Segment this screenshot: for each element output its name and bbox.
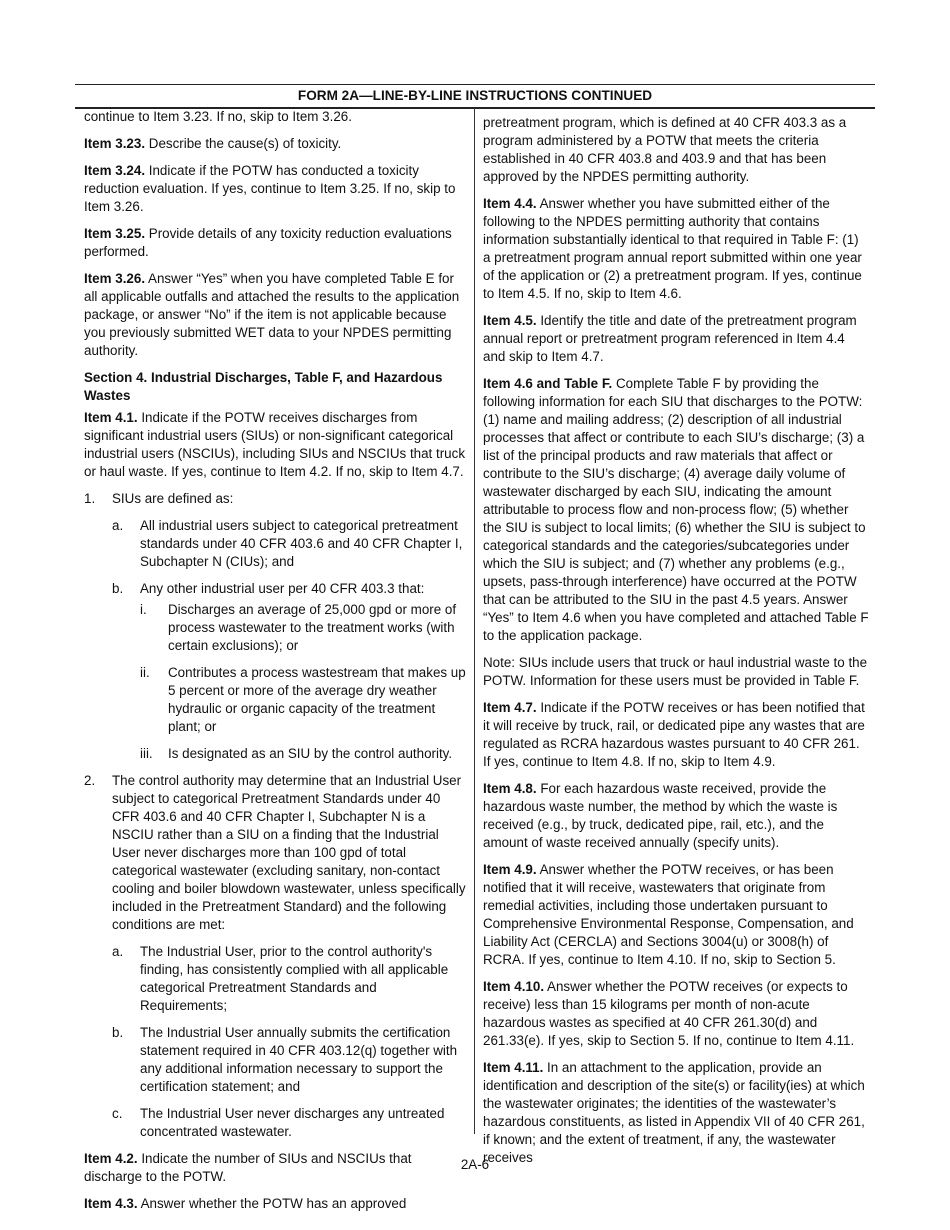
item-label: Item 4.10. [483,979,545,994]
item-4-10 [483,978,869,1050]
list-number: 1. [84,491,96,506]
list-item-2a [112,943,466,1015]
list-item-1 [84,490,466,508]
left-column [84,108,466,1222]
item-3-26 [84,270,466,360]
item-label: Item 4.5. [483,313,537,328]
item-3-25 [84,225,466,261]
item-label: Item 4.1. [84,410,138,425]
item-label: Item 4.4. [483,196,537,211]
list-number: c. [112,1106,123,1121]
list-text: The Industrial User never discharges any untreated concentrated wastewater. [140,1106,445,1139]
item-label: Item 4.3. [84,1196,138,1211]
siu-note: Note: SIUs include users that truck or haul industrial waste to the POTW. Information for these users must be provided in Table F. [483,655,868,688]
item-label: Item 4.8. [483,781,537,796]
item-4-1 [84,409,466,481]
list-number: b. [112,1025,124,1040]
item-text: Complete Table F by providing the following information for each SIU that discharges to the POTW: (1) name and mailing address; (2) description of all industrial processes that affect or contribute to each SIU’s discharge; (3) a list of the principal products and raw materials that affect or contribute to the SIU’s discharge; (4) average daily volume of wastewater discharged by each SIU, indicating the amount attributable to process flow and non-process flow; (5) whether the SIU is subject to local limits; (6) whether the SIU is subject to categorical standards and the categories/subcategories under which the SIU is subject; and (7) whether any problems (e.g., upsets, pass-through interference) have occurred at the POTW that can be attributed to the SIU in the past 4.5 years. Answer “Yes” to Item 4.6 when you have completed and attached Table F to the application package. [483,376,869,643]
item-3-23 [84,135,466,153]
item-4-4 [483,195,869,303]
section-4-heading: Section 4. Industrial Discharges, Table F, and Hazardous Wastes [84,370,443,403]
list-text: SIUs are defined as: [112,491,234,506]
item-text: Indicate if the POTW receives or has been notified that it will receive by truck, rail, or dedicated pipe any wastes that are regulated as RCRA hazardous wastes pursuant to 40 CFR 261. If yes, continue to Item 4.8. If no, skip to Item 4.9. [483,700,865,769]
item-text: Answer “Yes” when you have completed Table E for all applicable outfalls and attached the results to the application package, or answer “No” if the item is not applicable because you previously submitted WET data to your NPDES permitting authority. [84,271,460,358]
list-text: Any other industrial user per 40 CFR 403.3 that: [140,581,425,596]
list-number: ii. [140,665,150,680]
list-number: a. [112,518,124,533]
list-text: Is designated as an SIU by the control authority. [168,746,453,761]
item-text: Answer whether you have submitted either of the following to the NPDES permitting authority that contains information substantially identical to that required in Table F: (1) a pretreatment program annual report submitted within one year of the application or (2) a pretreatment program. If yes, continue to Item 4.5. If no, skip to Item 4.6. [483,196,862,301]
item-text: Indicate the number of SIUs and NSCIUs that discharge to the POTW. [84,1151,412,1184]
continuation-paragraph: continue to Item 3.23. If no, skip to Item 3.26. [84,109,352,124]
list-text: The control authority may determine that an Industrial User subject to categorical Pretreatment Standards under 40 CFR 403.6 and 40 CFR Chapter I, Subchapter N is a NSCIU rather than a SIU on a finding that the Industrial User never discharges more than 100 gpd of total categorical wastewater (excluding sanitary, non-contact cooling and boiler blowdown wastewater, unless specifically included in the Pretreatment Standard) and the following conditions are met: [112,773,466,932]
item-text: Answer whether the POTW has an approved [137,1196,407,1211]
item-4-3 [84,1195,466,1213]
list-item-1b-ii [140,664,466,736]
item-text: Describe the cause(s) of toxicity. [145,136,342,151]
item-label: Item 4.6 and Table F. [483,376,613,391]
item-text: Indicate if the POTW has conducted a toxicity reduction evaluation. If yes, continue to Item 3.25. If no, skip to Item 3.26. [84,163,456,214]
item-4-5 [483,312,869,366]
list-text: Contributes a process wastestream that makes up 5 percent or more of the average dry weather hydraulic or organic capacity of the treatment plant; or [168,665,466,734]
page-header [75,84,875,109]
page-number: 2A-6 [460,1157,490,1172]
list-text: The Industrial User, prior to the control authority's finding, has consistently complied with all applicable categorical Pretreatment Standards and Requirements; [140,944,449,1013]
item-text: Identify the title and date of the pretreatment program annual report or pretreatment program referenced in Item 4.4 and skip to Item 4.7. [483,313,857,364]
list-item-1b-iii [140,745,466,763]
item-label: Item 4.7. [483,700,537,715]
item-4-8 [483,780,869,852]
list-item-1b-i [140,601,466,655]
item-text: Answer whether the POTW receives, or has been notified that it will receive, wastewaters that originate from remedial activities, including those undertaken pursuant to Comprehensive Environmental Response, Compensation, and Liability Act (CERCLA) and Sections 3004(u) or 3008(h) of RCRA. If yes, continue to Item 4.10. If no, skip to Section 5. [483,862,854,967]
list-item-1a [112,517,466,571]
list-item-2 [84,772,466,934]
item-3-24 [84,162,466,216]
item-label: Item 3.25. [84,226,146,241]
item-text: Provide details of any toxicity reduction evaluations performed. [84,226,452,259]
list-item-2b [112,1024,466,1096]
list-text: Discharges an average of 25,000 gpd or more of process wastewater to the treatment works (with certain exclusions); or [168,602,457,653]
item-label: Item 4.9. [483,862,537,877]
item-text: Indicate if the POTW receives discharges from significant industrial users (SIUs) or non-significant categorical industrial users (NSCIUs), including SIUs and NSCIUs that truck or haul waste. If yes, continue to Item 4.2. If no, skip to Item 4.7. [84,410,466,479]
list-number: a. [112,944,124,959]
continuation-paragraph: pretreatment program, which is defined at 40 CFR 403.3 as a program administered by a POTW that meets the criteria established in 40 CFR 403.8 and 403.9 and that has been approved by the NPDES permitting authority. [483,115,847,184]
item-label: Item 4.11. [483,1060,544,1075]
item-4-9 [483,861,869,969]
item-label: Item 3.26. [84,271,146,286]
list-number: i. [140,602,147,617]
page-footer [0,1156,950,1174]
item-text: For each hazardous waste received, provide the hazardous waste number, the method by which the waste is received (e.g., by truck, dedicated pipe, rail, etc.), and the amount of waste received annually (specify units). [483,781,838,850]
item-label: Item 3.23. [84,136,146,151]
column-divider [474,108,475,1134]
list-item-2c [112,1105,466,1141]
header-title: FORM 2A—LINE-BY-LINE INSTRUCTIONS CONTINUED [297,88,653,103]
list-item-1b [112,580,466,598]
item-4-11 [483,1059,869,1167]
right-column [483,114,869,1176]
list-number: b. [112,581,124,596]
item-text: In an attachment to the application, provide an identification and description of the site(s) or facility(ies) at which the wastewater originates; the identities of the wastewater’s hazardous constituents, as listed in Appendix VII of 40 CFR 261, if known; and the extent of treatment, if any, the wastewater receives [483,1060,865,1165]
list-number: iii. [140,746,153,761]
item-4-7 [483,699,869,771]
list-number: 2. [84,773,96,788]
item-label: Item 3.24. [84,163,146,178]
list-text: All industrial users subject to categorical pretreatment standards under 40 CFR 403.6 and 40 CFR Chapter I, Subchapter N (CIUs); and [140,518,463,569]
item-4-6 [483,375,869,645]
item-text: Answer whether the POTW receives (or expects to receive) less than 15 kilograms per month of non-acute hazardous wastes as specified at 40 CFR 261.30(d) and 261.33(e). If yes, skip to Section 5. If no, continue to Item 4.11. [483,979,855,1048]
item-label: Item 4.2. [84,1151,138,1166]
list-text: The Industrial User annually submits the certification statement required in 40 CFR 403.12(q) together with any additional information necessary to support the certification statement; and [140,1025,458,1094]
